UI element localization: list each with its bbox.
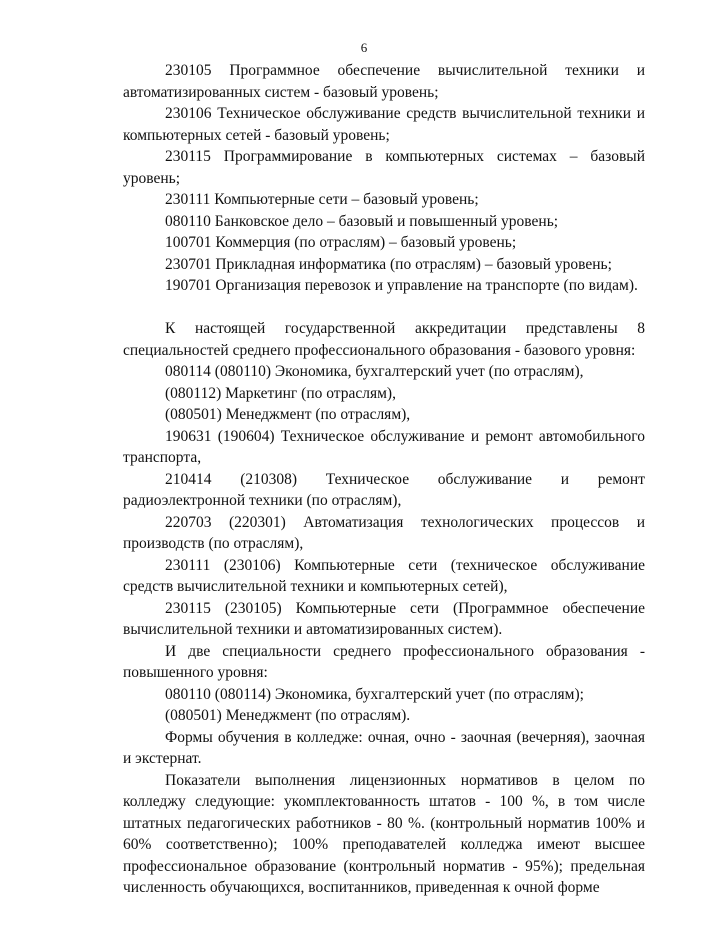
document-body (123, 60, 645, 899)
list1-item: 080110 Банковское дело – базовый и повышенный уровень; (165, 212, 559, 230)
advanced-intro: И две специальности среднего профессионального образования - повышенного уровня: (123, 642, 645, 681)
list2-item: 230111 (230106) Компьютерные сети (техническое обслуживание средств вычислительной техники и компьютерных сетей), (123, 556, 645, 595)
indicators: Показатели выполнения лицензионных нормативов в целом по колледжу следующие: укомплектованность штатов - 100 %, в том числе штатных педагогических работников - 80 %. (контрольный норматив 100% и 60% соответственно); 100% преподавателей колледжа имеют высшее профессиональное образование (контрольный норматив - 95%); предельная численность обучающихся, воспитанников, приведенная к очной форме (123, 771, 645, 896)
page-number: 6 (360, 40, 368, 55)
list1-item: 230111 Компьютерные сети – базовый уровень; (165, 191, 479, 208)
accreditation-intro: К настоящей государственной аккредитации представлены 8 специальностей среднего профессионального образования - базового уровня: (123, 320, 645, 359)
list2-item: 190631 (190604) Техническое обслуживание и ремонт автомобильного транспорта, (123, 427, 645, 466)
list2-item: 210414 (210308) Техническое обслуживание и ремонт радиоэлектронной техники (по отраслям), (123, 470, 645, 509)
list1-item: 230106 Техническое обслуживание средств вычислительной техники и компьютерных сетей - базовый уровень; (123, 105, 645, 144)
list2-item: 230115 (230105) Компьютерные сети (Программное обеспечение вычислительной техники и автоматизированных систем). (123, 599, 645, 638)
list2-item: 080114 (080110) Экономика, бухгалтерский учет (по отраслям), (165, 363, 584, 380)
paragraph-gap (123, 297, 645, 319)
list1-item: 190701 Организация перевозок и управление на транспорте (по видам). (165, 277, 638, 294)
list2-item: (080112) Маркетинг (по отраслям), (165, 384, 396, 402)
list1-item: 230115 Программирование в компьютерных системах – базовый уровень; (123, 148, 645, 187)
list3-item: (080501) Менеджмент (по отраслям). (165, 707, 411, 724)
list1-item: 230701 Прикладная информатика (по отраслям) – базовый уровень; (165, 255, 612, 273)
list1-item: 100701 Коммерция (по отраслям) – базовый уровень; (165, 234, 517, 251)
study-forms: Формы обучения в колледже: очная, очно - заочная (вечерняя), заочная и экстернат. (123, 728, 645, 767)
list3-item: 080110 (080114) Экономика, бухгалтерский учет (по отраслям); (165, 685, 584, 703)
list1-item: 230105 Программное обеспечение вычислительной техники и автоматизированных систем - базовый уровень; (123, 62, 645, 101)
list2-item: 220703 (220301) Автоматизация технологических процессов и производств (по отраслям), (123, 513, 645, 552)
list2-item: (080501) Менеджмент (по отраслям), (165, 406, 411, 423)
